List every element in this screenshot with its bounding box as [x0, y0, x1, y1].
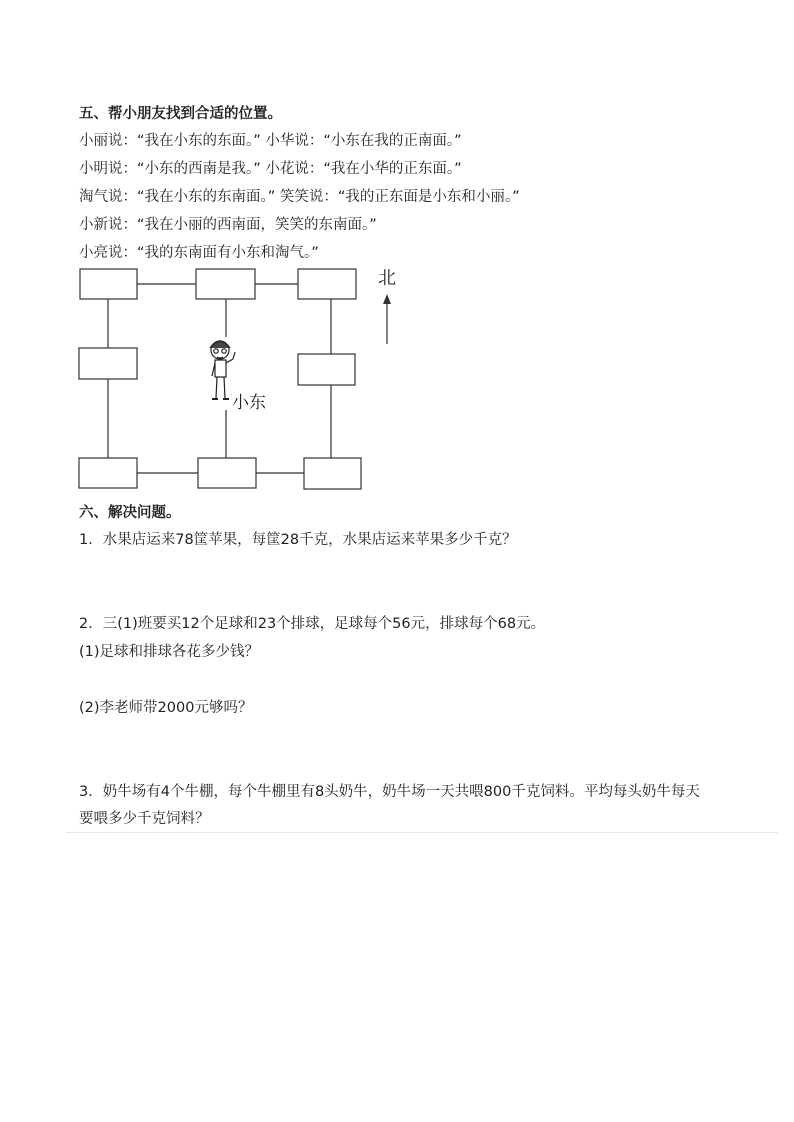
question-2: 2．三(1)班要买12个足球和23个排球，足球每个56元，排球每个68元。: [79, 616, 546, 632]
question-2-part-1: (1)足球和排球各花多少钱？: [79, 644, 260, 660]
answer-box: [79, 348, 137, 379]
answer-box: [196, 269, 255, 299]
answer-box: [304, 458, 361, 489]
north-arrow: [383, 294, 391, 344]
answer-box: [298, 354, 355, 385]
answer-box: [80, 269, 137, 299]
north-label: 北: [378, 268, 396, 289]
page-divider: [66, 832, 778, 833]
answer-box: [79, 458, 137, 488]
person-label: 小东: [232, 393, 266, 413]
answer-box: [298, 269, 356, 299]
statement-line-2: 小明说：“小东的西南是我。” 小花说：“我在小华的正东面。”: [79, 161, 462, 177]
section-5-title: 五、帮小朋友找到合适的位置。: [79, 106, 282, 122]
child-figure-icon: [210, 341, 235, 399]
statement-line-4: 小新说：“我在小丽的西南面，笑笑的东南面。”: [79, 217, 377, 233]
answer-box: [198, 458, 256, 488]
question-1: 1．水果店运来78筐苹果，每筐28千克，水果店运来苹果多少千克？: [79, 532, 517, 548]
statement-line-3: 淘气说：“我在小东的东南面。” 笑笑说：“我的正东面是小东和小丽。”: [79, 189, 520, 205]
statement-line-5: 小亮说：“我的东南面有小东和淘气。”: [79, 245, 319, 261]
question-2-part-2: (2)李老师带2000元够吗？: [79, 700, 253, 716]
statement-line-1: 小丽说：“我在小东的东面。” 小华说：“小东在我的正南面。”: [79, 133, 462, 149]
question-3-line-2: 要喂多少千克饲料？: [79, 811, 210, 827]
position-diagram: [75, 262, 415, 496]
question-3-line-1: 3．奶牛场有4个牛棚，每个牛棚里有8头奶牛，奶牛场一天共喂800千克饲料。平均每头奶牛每天: [79, 784, 700, 800]
section-6-title: 六、解决问题。: [79, 505, 181, 521]
